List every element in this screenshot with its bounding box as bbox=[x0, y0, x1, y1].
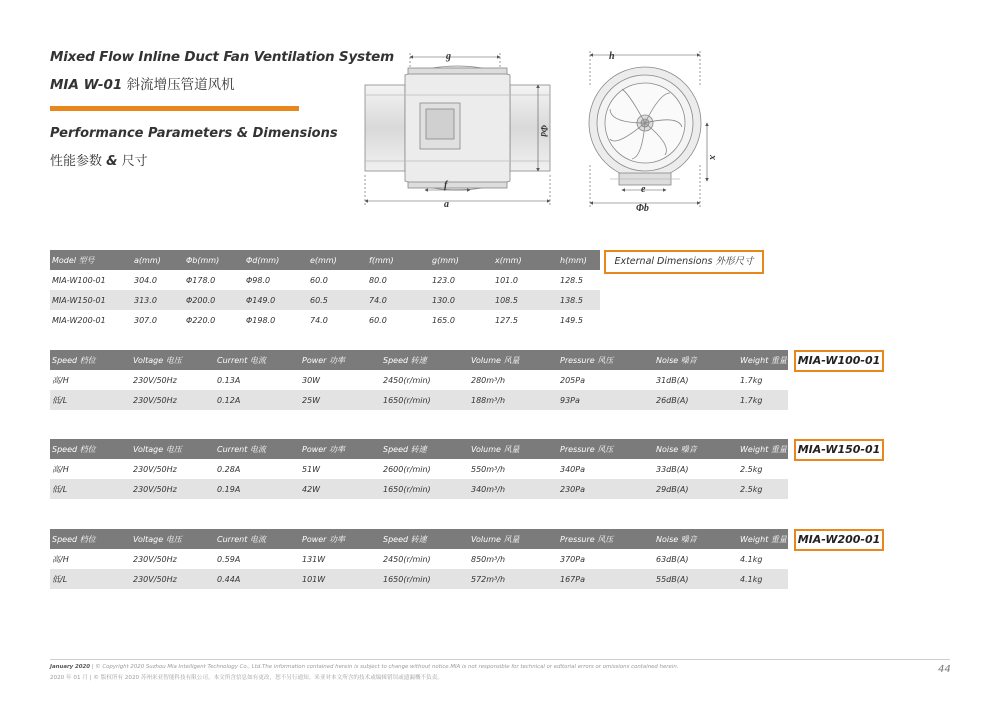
table-header-row bbox=[50, 439, 788, 459]
col-header: Weight 重量 bbox=[738, 529, 788, 549]
section-cn-amp: & bbox=[106, 154, 118, 169]
footer-text-en: | © Copyright 2020 Suzhou Mia Intelligent Technology Co., Ltd.The information contained herein is subject to change without notice.MIA is not responsible for technical or editorial errors or omissions contained herein. bbox=[91, 664, 679, 670]
col-header: Volume 风量 bbox=[469, 529, 558, 549]
section-cn-b: 尺寸 bbox=[121, 154, 148, 169]
cell: 230V/50Hz bbox=[133, 375, 177, 385]
col-header: Pressure 风压 bbox=[558, 350, 654, 370]
col-header: Weight 重量 bbox=[738, 439, 788, 459]
cell: 101.0 bbox=[495, 275, 518, 285]
col-header: e(mm) bbox=[308, 250, 367, 270]
dim-label-b: Φb bbox=[636, 203, 649, 214]
cell: 108.5 bbox=[493, 290, 558, 310]
cell: 25W bbox=[300, 390, 381, 410]
performance-table-w100 bbox=[50, 350, 788, 410]
cell: MIA-W200-01 bbox=[52, 315, 106, 325]
col-header: Speed 档位 bbox=[50, 439, 131, 459]
cell: 340Pa bbox=[560, 464, 585, 474]
col-header: Noise 噪音 bbox=[654, 529, 738, 549]
cell: Φ178.0 bbox=[186, 275, 216, 285]
col-header: Current 电流 bbox=[215, 350, 300, 370]
cell: 230V/50Hz bbox=[131, 569, 215, 589]
table-row bbox=[50, 310, 600, 330]
side-view bbox=[365, 66, 550, 190]
document-subtitle bbox=[50, 73, 235, 93]
cell: Φ149.0 bbox=[244, 290, 308, 310]
cell: 123.0 bbox=[432, 275, 455, 285]
cell: 307.0 bbox=[134, 315, 157, 325]
cell: 低/L bbox=[50, 479, 131, 499]
cell: 572m³/h bbox=[469, 569, 558, 589]
col-header: Power 功率 bbox=[300, 350, 381, 370]
cell: 1650(r/min) bbox=[381, 569, 469, 589]
cell: 550m³/h bbox=[471, 464, 506, 474]
cell: 2450(r/min) bbox=[383, 375, 431, 385]
cell: 167Pa bbox=[558, 569, 654, 589]
model-label-w200: MIA-W200-01 bbox=[794, 529, 884, 551]
col-header: Voltage 电压 bbox=[131, 439, 215, 459]
cell: 127.5 bbox=[495, 315, 518, 325]
cell: 74.0 bbox=[310, 315, 328, 325]
col-header: Pressure 风压 bbox=[558, 529, 654, 549]
col-header: Noise 噪音 bbox=[654, 439, 738, 459]
cell: 0.19A bbox=[215, 479, 300, 499]
col-header: Power 功率 bbox=[300, 439, 381, 459]
page-number: 44 bbox=[938, 664, 951, 675]
col-header: h(mm) bbox=[558, 250, 600, 270]
cell: 131W bbox=[302, 554, 326, 564]
cell: 29dB(A) bbox=[654, 479, 738, 499]
cell: MIA-W150-01 bbox=[50, 290, 132, 310]
cell: 高/H bbox=[52, 554, 69, 564]
cell: 26dB(A) bbox=[654, 390, 738, 410]
document-title: Mixed Flow Inline Duct Fan Ventilation System bbox=[50, 49, 394, 65]
col-header: f(mm) bbox=[367, 250, 430, 270]
performance-table-w200 bbox=[50, 529, 788, 589]
cell: 138.5 bbox=[558, 290, 600, 310]
accent-bar bbox=[50, 106, 299, 111]
model-name: MIA W-01 bbox=[50, 77, 123, 93]
dim-label-g: g bbox=[446, 51, 451, 62]
title-chinese: 斜流增压管道风机 bbox=[126, 77, 235, 93]
cell: 60.0 bbox=[369, 315, 387, 325]
table-header-row bbox=[50, 529, 788, 549]
col-header: Volume 风量 bbox=[469, 350, 558, 370]
cell: 74.0 bbox=[367, 290, 430, 310]
cell: 1.7kg bbox=[740, 375, 763, 385]
footer-date: January 2020 bbox=[50, 664, 91, 670]
col-header: Φd(mm) bbox=[244, 250, 308, 270]
cell: 230V/50Hz bbox=[131, 479, 215, 499]
cell: 0.28A bbox=[217, 464, 241, 474]
footer-copyright-en bbox=[50, 664, 678, 670]
col-header: Speed 转速 bbox=[381, 529, 469, 549]
col-header: Volume 风量 bbox=[469, 439, 558, 459]
col-header: Power 功率 bbox=[300, 529, 381, 549]
cell: Φ220.0 bbox=[186, 315, 216, 325]
cell: 2.5kg bbox=[740, 464, 763, 474]
cell: Φ200.0 bbox=[184, 290, 244, 310]
cell: 33dB(A) bbox=[656, 464, 689, 474]
cell: 63dB(A) bbox=[656, 554, 689, 564]
table-header-row bbox=[50, 350, 788, 370]
cell: 高/H bbox=[52, 375, 69, 385]
col-header: Speed 转速 bbox=[381, 439, 469, 459]
table-row bbox=[50, 270, 600, 290]
cell: 1.7kg bbox=[738, 390, 788, 410]
section-title: Performance Parameters & Dimensions bbox=[50, 126, 338, 141]
col-header: Weight 重量 bbox=[738, 350, 788, 370]
table-row bbox=[50, 390, 788, 410]
table-row bbox=[50, 459, 788, 479]
cell: 130.0 bbox=[430, 290, 493, 310]
model-label-w100: MIA-W100-01 bbox=[794, 350, 884, 372]
cell: Φ98.0 bbox=[246, 275, 271, 285]
cell: 55dB(A) bbox=[654, 569, 738, 589]
cell: 2450(r/min) bbox=[383, 554, 431, 564]
external-dimensions-label: External Dimensions 外形尺寸 bbox=[604, 250, 764, 274]
cell: 60.0 bbox=[310, 275, 328, 285]
cell: 高/H bbox=[52, 464, 69, 474]
table-row bbox=[50, 370, 788, 390]
dim-label-a: a bbox=[444, 199, 449, 210]
cell: Φ198.0 bbox=[246, 315, 276, 325]
col-header: Current 电流 bbox=[215, 529, 300, 549]
section-cn-a: 性能参数 bbox=[50, 154, 103, 169]
cell: 230V/50Hz bbox=[131, 390, 215, 410]
cell: 188m³/h bbox=[469, 390, 558, 410]
cell: 280m³/h bbox=[471, 375, 506, 385]
cell: 230V/50Hz bbox=[133, 464, 177, 474]
cell: 4.1kg bbox=[738, 569, 788, 589]
cell: 0.13A bbox=[217, 375, 241, 385]
col-header: Pressure 风压 bbox=[558, 439, 654, 459]
cell: 51W bbox=[302, 464, 321, 474]
cell: 165.0 bbox=[432, 315, 455, 325]
dim-label-e: e bbox=[641, 184, 646, 195]
cell: 128.5 bbox=[560, 275, 583, 285]
col-header: Voltage 电压 bbox=[131, 529, 215, 549]
cell: 230V/50Hz bbox=[133, 554, 177, 564]
cell: 0.59A bbox=[217, 554, 241, 564]
cell: 2.5kg bbox=[738, 479, 788, 499]
dim-label-d: Φd bbox=[539, 125, 549, 137]
table-header-row bbox=[50, 250, 600, 270]
footer-copyright-cn: 2020 年 01 月 | © 版权所有 2020 苏州米亚智能科技有限公司。本文所含信息如有更改，恕不另行通知。米亚对本文所含的技术或编辑错误或遗漏概不负责。 bbox=[50, 675, 443, 681]
col-header: Speed 档位 bbox=[50, 350, 131, 370]
col-header: x(mm) bbox=[493, 250, 558, 270]
cell: 1650(r/min) bbox=[381, 390, 469, 410]
cell: 0.44A bbox=[215, 569, 300, 589]
cell: 93Pa bbox=[558, 390, 654, 410]
col-header: g(mm) bbox=[430, 250, 493, 270]
cell: 4.1kg bbox=[740, 554, 763, 564]
dim-label-x: x bbox=[707, 155, 718, 160]
table-row bbox=[50, 549, 788, 569]
table-row bbox=[50, 569, 788, 589]
dimensions-table bbox=[50, 250, 600, 330]
cell: 304.0 bbox=[134, 275, 157, 285]
cell: 230Pa bbox=[558, 479, 654, 499]
cell: 2600(r/min) bbox=[383, 464, 431, 474]
performance-table-w150 bbox=[50, 439, 788, 499]
cell: 370Pa bbox=[560, 554, 585, 564]
cell: 30W bbox=[302, 375, 321, 385]
cell: MIA-W100-01 bbox=[52, 275, 106, 285]
cell: 42W bbox=[300, 479, 381, 499]
cell: 低/L bbox=[50, 390, 131, 410]
cell: 205Pa bbox=[560, 375, 585, 385]
cell: 0.12A bbox=[215, 390, 300, 410]
cell: 1650(r/min) bbox=[381, 479, 469, 499]
cell: 340m³/h bbox=[469, 479, 558, 499]
col-header: Speed 档位 bbox=[50, 529, 131, 549]
cell: 313.0 bbox=[132, 290, 184, 310]
col-header: Noise 噪音 bbox=[654, 350, 738, 370]
cell: 31dB(A) bbox=[656, 375, 689, 385]
cell: 101W bbox=[300, 569, 381, 589]
model-label-w150: MIA-W150-01 bbox=[794, 439, 884, 461]
col-header: Voltage 电压 bbox=[131, 350, 215, 370]
front-view bbox=[589, 67, 701, 185]
cell: 低/L bbox=[50, 569, 131, 589]
col-header: a(mm) bbox=[132, 250, 184, 270]
table-row bbox=[50, 479, 788, 499]
cell: 80.0 bbox=[369, 275, 387, 285]
col-header: Φb(mm) bbox=[184, 250, 244, 270]
col-header: Model 型号 bbox=[50, 250, 132, 270]
dim-label-f: f bbox=[444, 180, 448, 191]
col-header: Current 电流 bbox=[215, 439, 300, 459]
cell: 60.5 bbox=[308, 290, 367, 310]
section-title-chinese bbox=[50, 150, 148, 169]
dim-label-h: h bbox=[609, 51, 615, 62]
fan-dimension-drawing bbox=[360, 45, 720, 215]
cell: 850m³/h bbox=[471, 554, 506, 564]
cell: 149.5 bbox=[560, 315, 583, 325]
col-header: Speed 转速 bbox=[381, 350, 469, 370]
footer-divider bbox=[50, 659, 950, 660]
table-row bbox=[50, 290, 600, 310]
